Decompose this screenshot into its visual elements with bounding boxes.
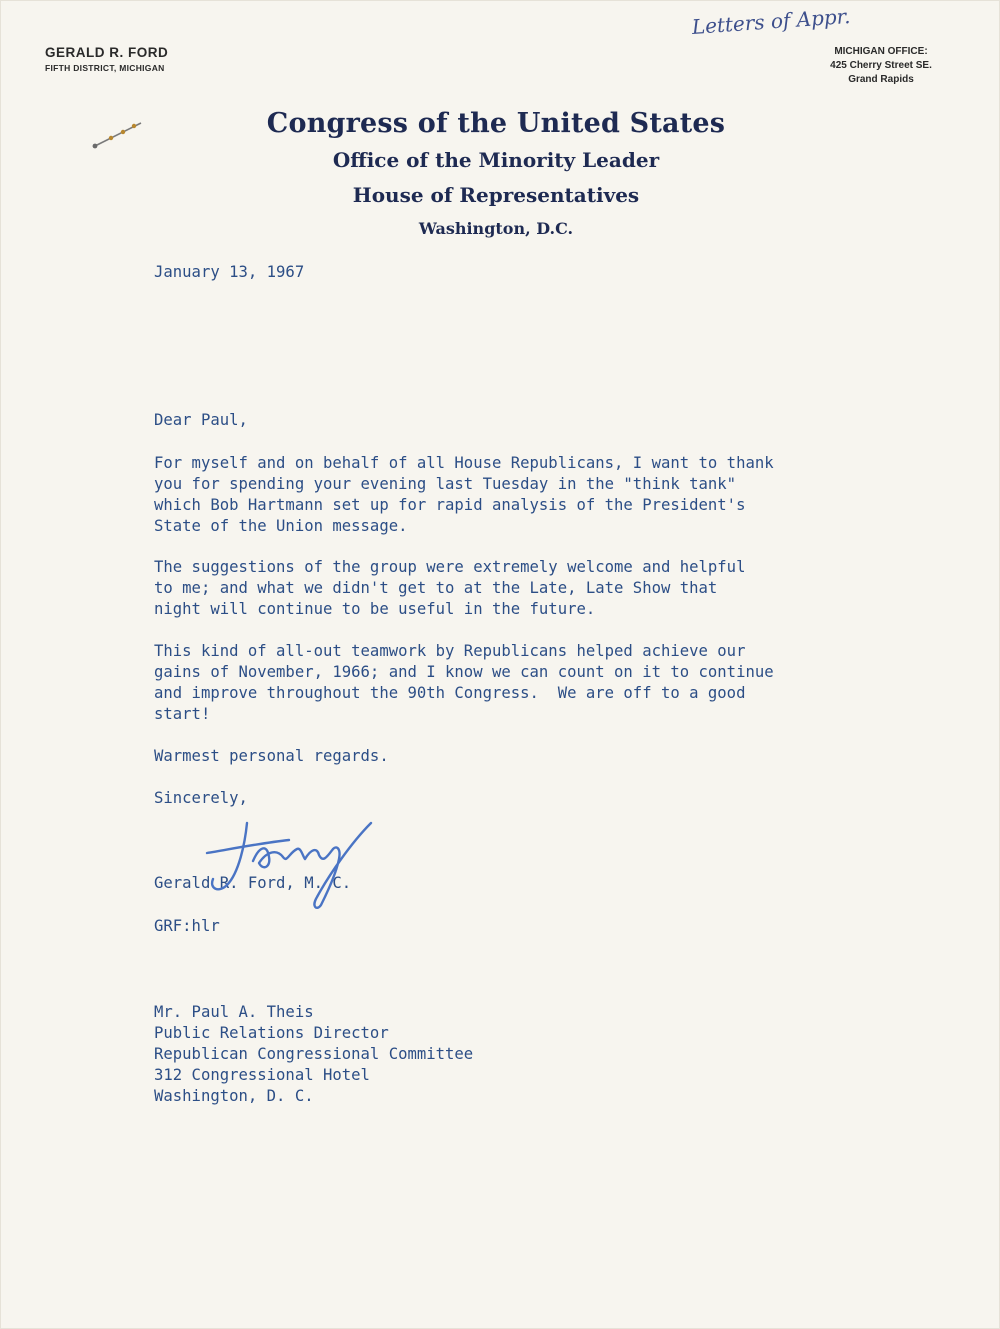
handwritten-note: Letters of Appr. [691,3,852,39]
closing-line: Sincerely, [154,789,248,807]
salutation: Dear Paul, [154,411,248,429]
letterhead-city: Washington, D.C. [418,219,574,238]
paragraph3-line: and improve throughout the 90th Congress. We are off to a good [154,684,746,702]
paragraph2-line: The suggestions of the group were extremely welcome and helpful [154,558,746,576]
letter-date: January 13, 1967 [154,263,305,281]
letterhead-center [201,105,791,245]
signer-name: Gerald R. Ford, M. C. [154,874,352,892]
letterhead-name: GERALD R. FORD [45,45,169,60]
paragraph1-line: which Bob Hartmann set up for rapid analysis of the President's [154,496,746,514]
signature-image [201,813,381,913]
pin-icon [89,117,145,151]
paragraph3-line: This kind of all-out teamwork by Republicans helped achieve our [154,642,746,660]
letterhead-district: FIFTH DISTRICT, MICHIGAN [45,63,165,73]
address-line: Washington, D. C. [154,1087,314,1105]
letterhead-office: Office of the Minority Leader [332,148,660,172]
paragraph2-line: to me; and what we didn't get to at the Late, Late Show that [154,579,718,597]
paragraph1-line: State of the Union message. [154,517,408,535]
letterhead-house: House of Representatives [352,183,640,207]
michigan-office-street: 425 Cherry Street SE. [830,60,932,71]
paragraph3-line: start! [154,705,211,723]
paragraph1-line: For myself and on behalf of all House Republicans, I want to thank [154,454,774,472]
address-line: Republican Congressional Committee [154,1045,474,1063]
letterhead-left [45,45,168,73]
letterhead-right [801,45,961,87]
paragraph1-line: you for spending your evening last Tuesday in the "think tank" [154,475,737,493]
address-line: Public Relations Director [154,1024,389,1042]
michigan-office-label: MICHIGAN OFFICE: [834,46,928,57]
regards-line: Warmest personal regards. [154,747,389,765]
typist-initials: GRF:hlr [154,917,220,935]
paragraph2-line: night will continue to be useful in the future. [154,600,596,618]
michigan-office-city: Grand Rapids [848,74,914,85]
address-line: Mr. Paul A. Theis [154,1003,314,1021]
address-line: 312 Congressional Hotel [154,1066,370,1084]
letterhead-congress: Congress of the United States [266,108,726,139]
paragraph3-line: gains of November, 1966; and I know we can count on it to continue [154,663,774,681]
